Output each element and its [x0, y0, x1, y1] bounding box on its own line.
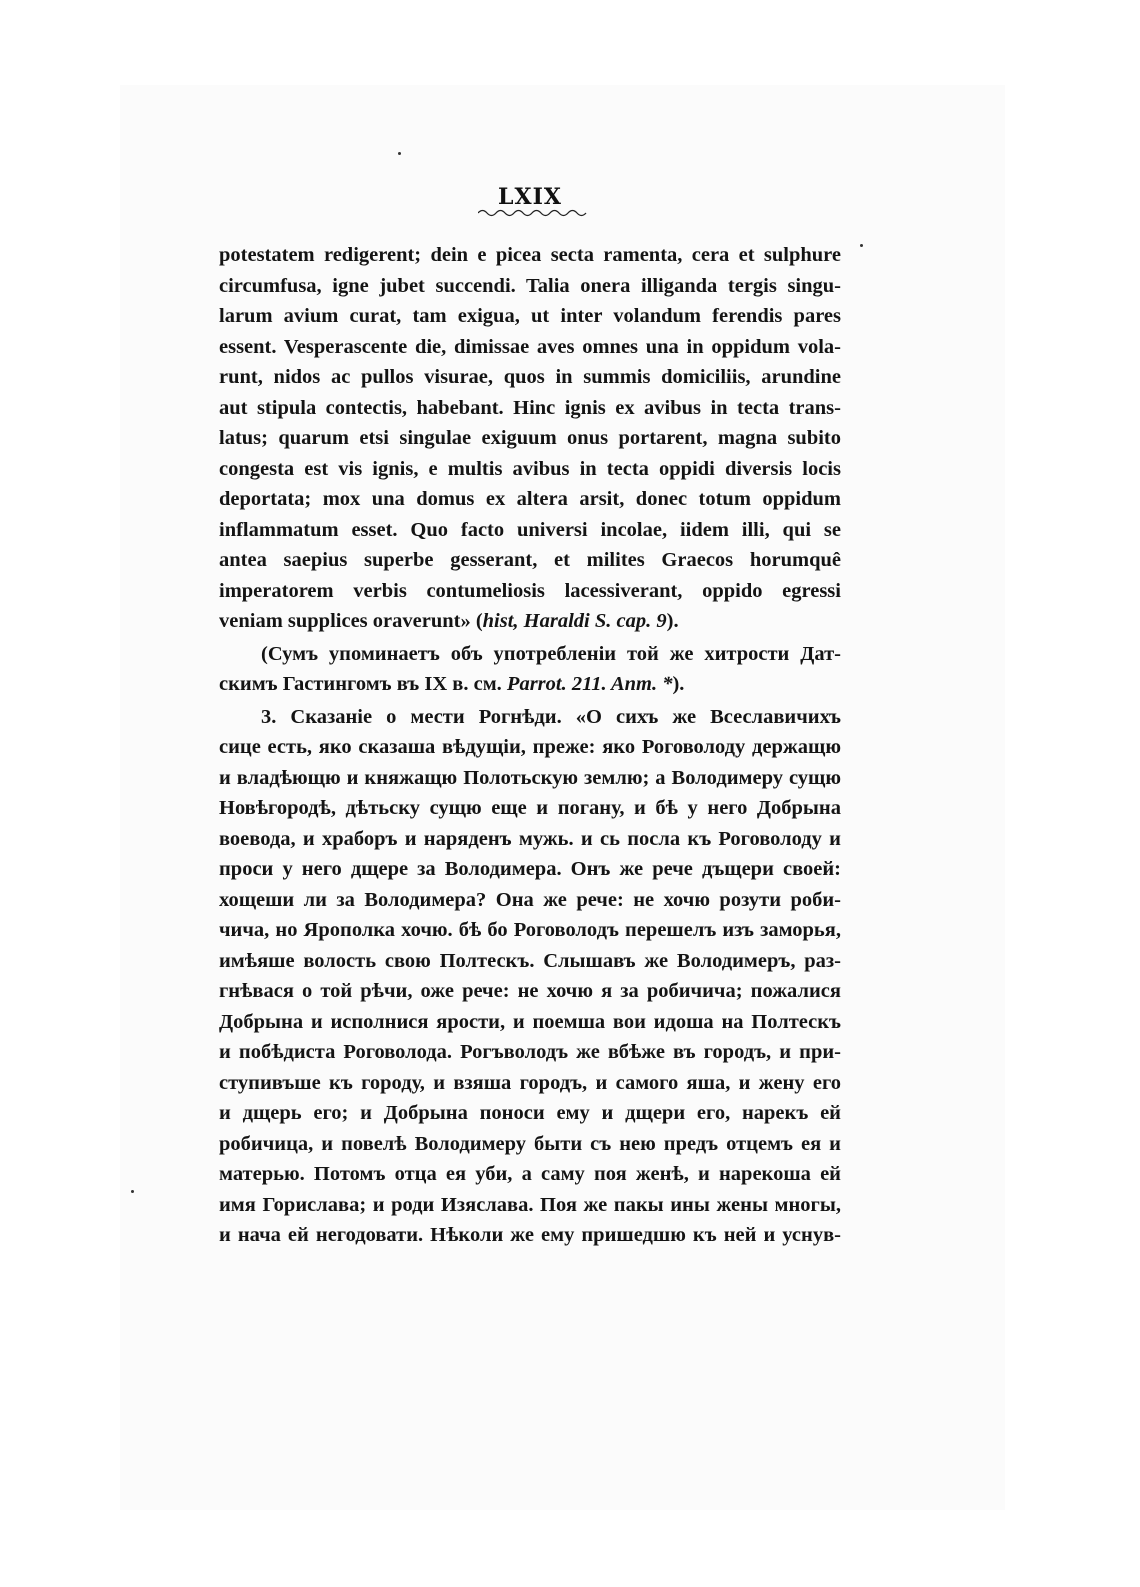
- quote-end-text: veniam supplices oraverunt» (: [219, 610, 483, 632]
- text-line: ступивъше къ городу, и взяша городъ, и самого яша, и жену его: [219, 1071, 841, 1094]
- section-heading-line: 3. Сказаніе о мести Рогнѣди. «О сихъ же Всеславичихъ: [261, 705, 841, 728]
- text-line: имя Горислава; и роди Изяслава. Поя же пакы ины жены многы,: [219, 1193, 841, 1216]
- text-line: larum avium curat, tam exigua, ut inter volandum ferendis pares: [219, 305, 841, 327]
- text-line: хощеши ли за Володимера? Она же рече: не хочю розути роби-: [219, 888, 841, 911]
- note-line: (Сумъ упоминаетъ объ употребленіи той же хитрости Дат-: [261, 642, 841, 665]
- text-line: и нача ей негодовати. Нѣколи же ему пришедшю къ ней и уснув-: [219, 1224, 841, 1246]
- text-line: congesta est vis ignis, e multis avibus in tecta oppidi diversis locis: [219, 457, 841, 480]
- text-line: deportata; mox una domus ex altera arsit, donec totum oppidum: [219, 488, 841, 510]
- text-line: aut stipula contectis, habebant. Hinc ignis ex avibus in tecta trans-: [219, 396, 841, 419]
- text-line: гнѣвася о той рѣчи, оже рече: не хочю я за робичича; пожалися: [219, 980, 841, 1002]
- text-line: antea saepius superbe gesserant, et milites Graecos horumquê: [219, 549, 841, 571]
- text-line: робичица, и повелѣ Володимеру быти съ нею предъ отцемъ ея и: [219, 1132, 841, 1155]
- text-line: имѣяше волость свою Полтескъ. Слышавъ же Володимеръ, раз-: [219, 949, 841, 972]
- text-line: проси у него дщере за Володимера. Онъ же рече дъщери своей:: [219, 858, 841, 880]
- stray-mark: [860, 244, 863, 247]
- stray-mark: [398, 152, 401, 155]
- text-line: чича, но Ярополка хочю. бѣ бо Роговолодъ перешелъ изъ заморья,: [219, 919, 841, 941]
- text-line: матерью. Потомъ отца ея уби, а саму поя женѣ, и нарекоша ей: [219, 1163, 841, 1185]
- citation-tail: ).: [666, 610, 679, 632]
- text-line: latus; quarum etsi singulae exiguum onus portarent, magna subito: [219, 427, 841, 449]
- note-citation-italic: Parrot. 211. Anm. *: [506, 673, 673, 695]
- body-text: [219, 240, 841, 1251]
- text-line: circumfusa, igne jubet succendi. Talia onera illiganda tergis singu-: [219, 274, 841, 297]
- folio-number: LXIX: [498, 184, 562, 210]
- stray-mark: [131, 1190, 134, 1193]
- text-line: inflammatum esset. Quo facto universi incolae, iidem illi, qui se: [219, 518, 841, 541]
- text-line: и дщерь его; и Добрына поноси ему и дщери его, нарекъ ей: [219, 1102, 841, 1124]
- text-line: и владѣющю и княжащю Полотьскую землю; а Володимеру сущю: [219, 766, 841, 789]
- text-line: и побѣдиста Роговолода. Рогъволодъ же вбѣже въ городъ, и при-: [219, 1041, 841, 1063]
- note-line: [219, 669, 841, 700]
- text-line: воевода, и храборъ и наряденъ мужь. и сь посла къ Роговолоду и: [219, 827, 841, 850]
- text-line: [219, 606, 841, 637]
- text-line: Новѣгородѣ, дѣтьску сущю еще и погану, и бѣ у него Добрына: [219, 797, 841, 819]
- citation-italic: hist, Haraldi S. cap. 9: [482, 610, 667, 632]
- note-text: скимъ Гастингомъ въ IX в. см.: [219, 673, 507, 695]
- text-line: runt, nidos ac pullos visurae, quos in summis domiciliis, arundine: [219, 366, 841, 388]
- wavy-rule-ornament: [478, 208, 588, 218]
- text-line: essent. Vesperascente die, dimissae aves omnes una in oppidum vola-: [219, 335, 841, 358]
- text-line: Добрына и исполнися ярости, и поемша вои идоша на Полтескъ: [219, 1010, 841, 1033]
- note-tail: ).: [672, 673, 685, 695]
- text-line: сице есть, яко сказаша вѣдущіи, преже: яко Роговолоду держащю: [219, 736, 841, 758]
- text-line: potestatem redigerent; dein e picea secta ramenta, cera et sulphure: [219, 244, 841, 266]
- text-line: imperatorem verbis contumeliosis lacessiverant, oppido egressi: [219, 579, 841, 602]
